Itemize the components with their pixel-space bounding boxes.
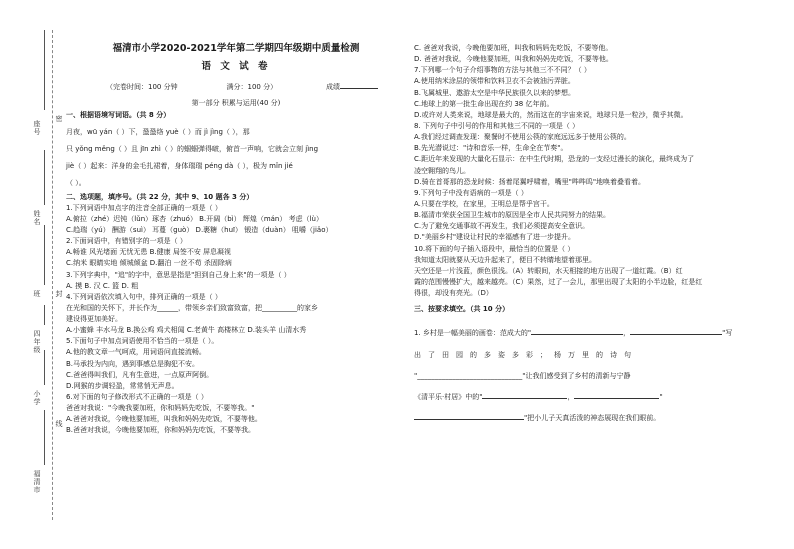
question-line: C.地球上的第一批生命出现在约 38 亿年前。	[414, 99, 554, 108]
fill-line-5	[414, 413, 776, 423]
question-line: 天空还是一片浅蓝，颜色很浅。（A）转眼间，水天相接的地方出现了一道红霞。（B）红	[414, 266, 683, 275]
exam-subtitle: 语 文 试 卷	[201, 60, 271, 72]
section1-line: jiè（ ）起来：洋身的金毛扎裙着，身体瑞瑞 péng dà（ ），极为 mǐn jié	[66, 162, 293, 171]
question-line: 10.将下面的句子插入语段中，最恰当的位置是（ ）	[414, 244, 575, 253]
question-line: 爸爸对我说："今晚我要加班，你和妈妈先吃饭，不要等我。"	[66, 404, 255, 413]
question-line: 得很，却没有亮光。（D）	[414, 289, 493, 298]
fill-blank[interactable]	[574, 398, 659, 399]
question-line: A.使用纳米涂层的领带和饮料卫衣不会被油污弄脏。	[414, 77, 575, 86]
question-line: C.趋瑞（yú） 酬游（suì） 耳蔓（guò） D.裹糖（huī） 锻造（duàn） 咀嚼（jiǎo）	[66, 225, 333, 234]
fill-text: 《清平乐·村居》中的"	[414, 392, 483, 401]
question-line: C. 爸爸对我说，今晚他要加班，叫我和妈妈先吃饭，不要等他。	[414, 44, 613, 52]
question-line: C.纳米 眼睛实地 倾城倾盆 D.翻泊 一丝不苟 杀固除病	[66, 259, 232, 268]
school-label: 小学	[33, 390, 41, 406]
question-line: A.小蜜蜂 丰水马龙 B.换公鸡 鸡犬相闻 C.老黄牛 高楼林立 D.装头羊 山清水秀	[66, 326, 307, 335]
question-line: A.我们经过调查发现：聚餐时不使用公筷的家庭远远多于使用公筷的。	[414, 133, 631, 142]
question-line: 8. 下列句子中引号的作用和其他三不同的一项是（ ）	[414, 121, 580, 130]
section1-line: 只 yǒng měng（ ）且 jīn zhì（ ）的蝈蝈弹得啵，俯首一声响，它就会立刻 jìng	[66, 145, 319, 154]
exam-total-score: 满分：100 分）	[226, 82, 278, 91]
question-line: D.或许对人类来说，地球是最大的，然而这在的宇宙来说，地球只是一粒沙，微乎其微。	[414, 110, 688, 119]
grade-blank	[44, 305, 45, 325]
question-line: C.距近年来发现的大量化石显示：在中生代时期，恐龙的一支经过漫长的演化，最终成为了	[414, 155, 695, 164]
exam-meta	[106, 82, 378, 92]
question-line: 9.下列句子中没有语病的一项是（ ）	[414, 188, 528, 197]
question-line: B.飞属城里、遨游太空是中华民族很久以来的梦想。	[414, 88, 576, 97]
question-line: 6.对下面的句子修改形式不正确的一项是（ ）	[66, 393, 208, 402]
fill-blank[interactable]	[482, 398, 567, 399]
question-line: 3.下列字典中，"追"的字中，意思是指是"担到自己身上来"的一项是（ ）	[66, 270, 291, 279]
fill-line-2: 出了田园的多姿多彩；杨万里的诗句	[414, 350, 638, 359]
question-line: 5.下面句子中加点词语使用不恰当的一项是（ ）。	[66, 337, 219, 346]
fold-line	[52, 30, 53, 520]
seat-number-label: 座号	[33, 120, 41, 136]
fill-line-4	[414, 392, 776, 402]
question-line: A.俯拉（zhé）迟钝（lǔn）琢杏（zhuó） B.开阔（bì） 辉煌（mán） 考虑（lù）	[66, 214, 323, 223]
name-label: 姓名	[33, 210, 41, 226]
fill-text: 1. 乡村是一幅美丽的画卷：范成大的"	[414, 329, 532, 338]
fill-line-1	[414, 328, 776, 338]
score-blank[interactable]	[340, 82, 378, 89]
question-line: 霞的范围慢慢扩大，越来越亮。（C）果然，过了一会儿，那里出现了太阳的小半边脸，红是红	[414, 277, 703, 286]
question-line: B.先光潜说过："诗和音乐一样，生命全在节奏"。	[414, 144, 568, 153]
fill-line-3: "______________________________"让我们感受到了乡村的清新与宁静	[414, 371, 631, 380]
city-label: 福清市	[33, 470, 41, 494]
question-line: D.网猴的步调轻盈，常常悄无声息。	[66, 381, 179, 390]
question-line: C.为了避免交通事故不再发生，我们必须提高安全意识。	[414, 222, 590, 231]
question-line: 凌空翱翔的鸟儿。	[414, 166, 470, 175]
part1-heading: 第一部分 积累与运用(40 分)	[191, 98, 281, 107]
section3-title: 三、按要求填空。（共 10 分）	[414, 305, 510, 314]
seal-char-feng: 封	[55, 290, 63, 298]
left-column	[66, 40, 406, 436]
question-line: C.爸爸得叫我们，凡有生意进，一点原声阿倒。	[66, 370, 214, 379]
question-line: 1.下列词语中加点字的注音全部正确的一项是（ ）	[66, 203, 222, 212]
section1-title: 一、根据语境写词语。（共 8 分）	[66, 110, 171, 119]
question-line: B.马承投为内向，遇到事感总是胸犯不安。	[66, 359, 200, 368]
fill-blank[interactable]	[414, 419, 524, 420]
question-line: A.畅谁 风光堵面 无忧无患 B.健康 局签不安 屏息凝视	[66, 248, 232, 257]
question-line: D. 爸爸对我说，今晚他要加班，叫我和妈妈先吃饭，不要等他。	[414, 55, 613, 64]
question-line: D."美丽乡村"建设让村民的幸福感有了进一步提升。	[414, 233, 576, 242]
question-line: 在光和国的关怀下，并长作为______，带领乡亲们致富致富，把__________的家乡	[66, 303, 318, 312]
binding-strip	[0, 0, 62, 549]
question-line: B.福清市荣获全国卫生城市的原因是全市人民共同努力的结果。	[414, 211, 611, 220]
right-column	[414, 42, 776, 423]
score-field	[326, 82, 378, 92]
score-label: 成绩	[326, 82, 340, 91]
question-line: A.爸爸对我说，今晚他要加班，叫我和妈妈先吃饭，不要等他。	[66, 415, 262, 424]
section1-line: （ ）。	[66, 179, 86, 188]
grade-label: 四年级	[33, 330, 41, 354]
question-line: 我知道太阳就要从天边升起来了，便目不转睛地望着那里。	[414, 255, 596, 264]
class-blank	[44, 225, 45, 285]
seat-number-blank	[44, 30, 45, 110]
fill-blank[interactable]	[531, 334, 623, 335]
fill-text: "	[659, 392, 663, 401]
city-blank	[44, 410, 45, 465]
seal-char-xian: 线	[55, 420, 63, 428]
question-line: 2.下面词语中，有错别字的一项是（ ）	[66, 237, 187, 246]
question-line: D.骑在首哥那的恐龙时候：扬着尾翼呼啸着，嘴里"哔哔呜"地唤着叠看着。	[414, 177, 646, 186]
seal-char-mi: 密	[55, 115, 63, 123]
fill-text: ，	[623, 329, 631, 338]
question-line: A.他的教文章一气呵成，用词语问直接流畅。	[66, 348, 206, 357]
exam-title: 福清市小学2020-2021学年第二学期四年级期中质量检测	[112, 43, 360, 54]
question-line: A. 摸 B. 汉 C. 篮 D. 粗	[66, 281, 139, 290]
section1-line: 月夜，wū yán（ ）下，蛩蛩络 yuè（ ）而 jì jìng（ ），那	[66, 127, 250, 136]
question-line: 7.下列哪一个句子介绍事物的方法与其他三不不同？（ ）	[414, 66, 591, 75]
fill-text: ，	[567, 392, 575, 401]
fill-blank[interactable]	[630, 334, 722, 335]
name-blank	[44, 150, 45, 205]
school-blank	[44, 350, 45, 385]
exam-time: （完卷时间：100 分钟	[106, 82, 178, 91]
question-line: 建设得更加美好。	[66, 315, 122, 324]
fill-text: "写	[722, 329, 733, 338]
question-line: 4.下列词语依次填入句中，排列正确的一项是（ ）	[66, 292, 222, 301]
class-label: 班	[33, 290, 41, 298]
fill-text: "把小儿子天真活泼的神态展现在我们眼前。	[524, 413, 661, 422]
question-line: B.爸爸对我说，今晚他要加班，你和妈妈先吃饭，不要等我。	[66, 426, 256, 435]
section2-title: 二、选项题，填序号。（共 22 分，其中 9、10 题各 3 分）	[66, 192, 254, 201]
question-line: A.只要在学校，在家里，王明总是帮乎宫干。	[414, 199, 554, 208]
